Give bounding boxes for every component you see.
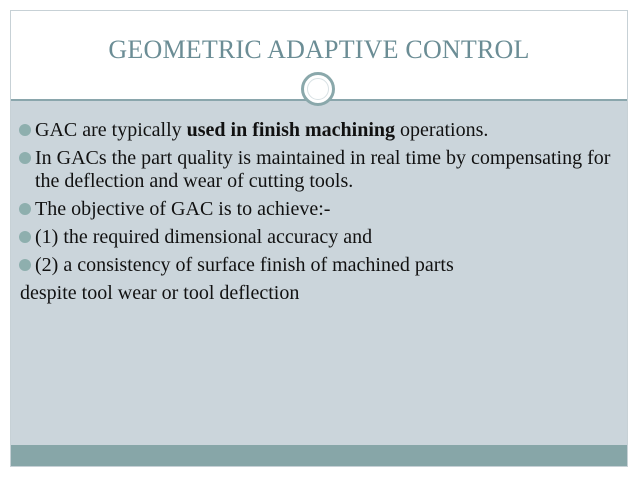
slide-title: GEOMETRIC ADAPTIVE CONTROL [108, 35, 530, 64]
bullet-dot-icon [19, 124, 31, 136]
decorative-circle-icon [301, 72, 335, 106]
bullet-dot-icon [19, 231, 31, 243]
bullet-text-3: The objective of GAC is to achieve:- [35, 198, 331, 220]
bullet-text-2: In GACs the part quality is maintained in real time by compensating for the deflection and wear of cutting tools. [35, 147, 611, 192]
slide [10, 10, 628, 467]
footer-bar [11, 445, 627, 466]
trailing-text: despite tool wear or tool deflection [20, 282, 300, 304]
bullet-item-1 [11, 119, 627, 142]
bullet-text-1 [35, 119, 619, 142]
content-area [11, 101, 627, 447]
bullet-dot-icon [19, 259, 31, 271]
bullet-suffix: operations. [395, 119, 489, 141]
bullet-prefix: GAC are typically [35, 119, 187, 141]
bullet-list [11, 119, 627, 305]
bullet-text-4: (1) the required dimensional accuracy and [35, 226, 373, 248]
bullet-item-3 [11, 198, 627, 221]
bullet-item-2 [11, 147, 627, 193]
bullet-dot-icon [19, 152, 31, 164]
bullet-text-5: (2) a consistency of surface finish of machined parts [35, 254, 454, 276]
bullet-dot-icon [19, 203, 31, 215]
bullet-emphasis: used in finish machining [186, 119, 396, 141]
bullet-item-4 [11, 226, 627, 249]
bullet-item-5 [11, 254, 627, 277]
